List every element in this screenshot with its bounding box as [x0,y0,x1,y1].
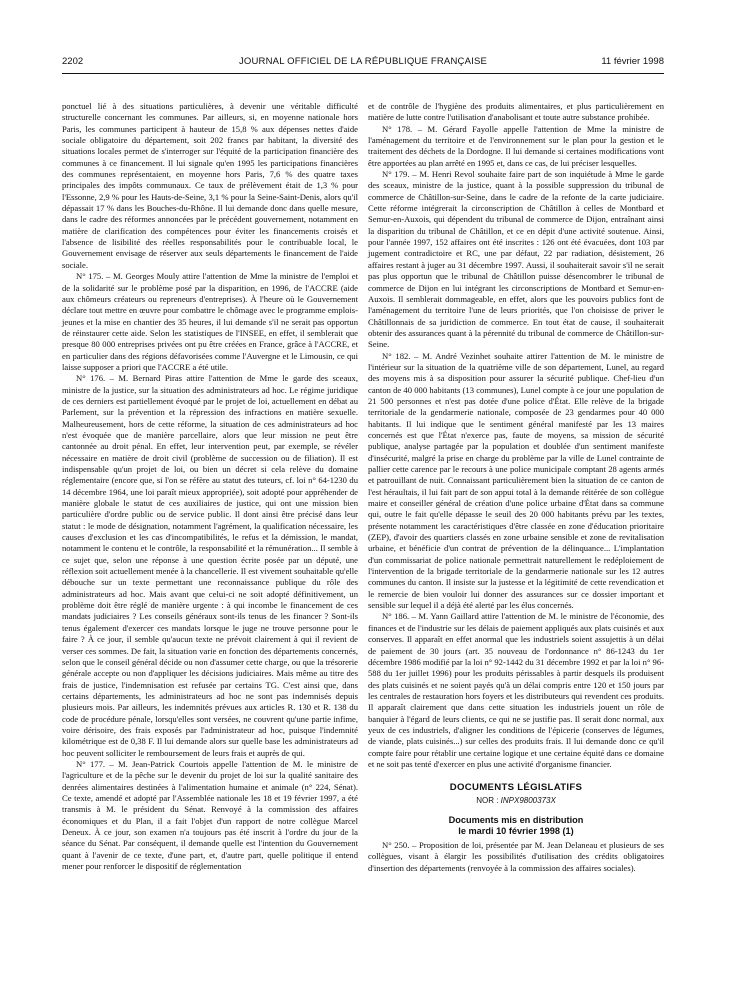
subtitle-line-1: Documents mis en distribution [448,814,584,825]
page-header [62,56,664,72]
paragraph-continued: ponctuel lié à des situations particulières, à devenir une véritable difficulté structurelle concernant les communes. Par ailleurs, si, en moyenne nationale hors Paris, les communes participent à hauteur de 15,8 % aux dépenses nettes d'aide sociale obligatoire du département, soit 202 francs par habitant, la diversité des situations locales permet de s'interroger sur l'équité de la participation financière des communes à ce financement. Il lui signale qu'en 1995 les participations financières des communes représentaient, en moyenne hors Paris, 7,6 % des quatre taxes principales des impôts communaux. Ce taux de prélèvement était de 1,3 % pour l'Essonne, 2,9 % pour les Hauts-de-Seine, 3,1 % pour la Seine-Saint-Denis, alors qu'il dépassait 17 % dans les Bouches-du-Rhône. Il lui demande donc dans quelle mesure, dans le cadre des réformes annoncées par le précédent gouvernement, notamment en matière de clarification des compétences pour éviter les financements croisés et l'absence de lisibilité des réelles responsabilités pour le contribuable local, le Gouvernement envisage de réserver aux seuls départements le financement de l'aide sociale. [62,101,358,270]
issue-date: 11 février 1998 [601,56,664,67]
document-250: N° 250. – Proposition de loi, présentée par M. Jean Delaneau et plusieurs de ses collègues, visant à élargir les possibilités d'utilisation des crédits obligatoires d'insertion des départements (renvoyée à la commission des affaires sociales). [368,839,664,873]
header-rule [62,73,664,74]
subtitle-line-2: le mardi 10 février 1998 (1) [458,825,574,836]
nor-label: NOR : [476,795,499,805]
question-178: N° 178. – M. Gérard Fayolle appelle l'attention de Mme la ministre de l'aménagement du territoire et de l'environnement sur le plan pour la gestion et le traitement des déchets de la Dordogne. Il lui demande si certaines modifications vont être apportées au plan arrêté en 1995 et, dans ce cas, de lui préciser lesquelles. [368,123,664,168]
question-182: N° 182. – M. André Vezinhet souhaite attirer l'attention de M. le ministre de l'intérieur sur la situation de la quatrième ville de son département, Lunel, au regard des moyens mis à sa disposition pour assurer la sécurité publique. Chef-lieu d'un canton de 40 000 habitants (13 communes), Lunel compte à ce jour une population de 21 500 personnes et n'est pas dotée d'une police d'État. Elle relève de la brigade territoriale de la gendarmerie nationale, composée de 23 gendarmes pour 40 000 habitants. Il lui indique que le sentiment général manifesté par les 13 maires concernés est que l'État n'exerce pas, faute de moyens, sa mission de sécurité publique, analyse partagée par la population et doublée d'un sentiment manifeste d'insécurité, malgré la prise en charge du problème par la ville de Lunel contrainte de pallier cette carence par le recours à une police municipale comptant 28 agents armés et patrouillant de nuit. Connaissant particulièrement bien la situation de ce canton de l'est héraultais, il lui fait part de son appui total à la demande réitérée de son collègue maire et conseiller général de création d'une police urbaine d'État dans sa commune qui, outre le fait qu'elle dépasse le seuil des 20 000 habitants prévu par les textes, présente notamment les caractéristiques d'être classée en zone d'éducation prioritaire (ZEP), d'avoir des quartiers classés en zone urbaine sensible et zone de revitalisation urbaine, et bénéficie d'un contrat de prévention de la délinquance... L'implantation d'un commissariat de police nationale permettrait naturellement le redéploiement de l'intervention de la brigade territoriale de la gendarmerie nationale sur les 12 autres communes du canton. Il insiste sur la justesse et la légitimité de cette revendication et le remercie de bien vouloir lui donner des assurances sur ce dossier important et sensible sur lequel il a déjà été alerté par les élus concernés. [368,350,664,611]
section-title: DOCUMENTS LÉGISLATIFS [449,782,583,794]
page-number: 2202 [62,56,84,67]
section-subtitle [368,815,664,837]
nor-code: INPX9800373X [500,795,556,805]
question-176: N° 176. – M. Bernard Piras attire l'attention de Mme le garde des sceaux, ministre de la justice, sur la situation des administrateurs ad hoc. Le régime juridique de ces derniers est partiellement évoqué par le projet de loi, actuellement en débat au Parlement, sur la prévention et la répression des infractions en matière sexuelle. Malheureusement, hors de cette réforme, la situation de ces administrateurs ad hoc n'est évoquée que de manière parcellaire, alors que leur mission ne peut être cantonnée au droit pénal. En effet, leur intervention peut, par exemple, se révéler nécessaire en matière de droit civil (problème de succession ou de filiation). Il est indispensable qu'un projet de loi, ou bien un décret si cela relève du domaine réglementaire (encore que, si l'on se réfère au statut des tuteurs, cf. loi n° 64-1230 du 14 décembre 1964, une loi paraît mieux appropriée), soit adopté pour appréhender de manière globale le statut de ces auxiliaires de justice, qui ont une mission bien particulière d'ordre public ou de service public. Il dont ainsi être précisé dans leur statut : le mode de désignation, notamment l'agrément, la qualification nécessaire, les causes d'exclusion et les cas d'incompatibilités, le refus et la démission, le mandat, notamment le contenu et le contrôle, la responsabilité et la rémunération... Il semble à ce sujet que, selon une réponse à une question écrite posée par un député, une réflexion soit actuellement menée à la chancellerie. Il est vivement souhaitable qu'elle débouche sur un texte permettant une reconnaissance publique du rôle des administrateurs ad hoc. Mais avant que celui-ci ne soit adopté définitivement, un problème doit être réglé de manière urgente : à qui incombe le financement de ces mandats judiciaires ? Les conseils généraux sont-ils tenus de les financer ? Sont-ils tenus également d'exercer ces mandats lorsque le juge ne trouve personne pour le faire ? À ce jour, il semble qu'aucun texte ne prévoit clairement à qui il revient de verser ces sommes. De fait, la situation varie en fonction des départements concernés, selon que le conseil général décide ou non d'assumer cette charge, ou que la trésorerie générale accepte ou non d'appliquer les décisions judiciaires. Mais même au titre des frais de justice, l'indemnisation est refusée par certains TG. C'est ainsi que, dans certains départements, les administrateurs ad hoc ne sont pas indemnisés depuis plusieurs mois. Par ailleurs, les indemnités prévues aux articles R. 130 et R. 138 du code de procédure pénale, lorsqu'elles sont versées, ne couvrent qu'une partie infime, voire dérisoire, des frais exposés par l'administrateur ad hoc, puisque l'indemnité kilométrique est de 0,38 F. Il lui demande alors sur quelle base les administrateurs ad hoc peuvent solliciter le remboursement de leurs frais et auprès de qui. [62,373,358,758]
right-column [368,101,664,874]
journal-title: JOURNAL OFFICIEL DE LA RÉPUBLIQUE FRANÇAISE [238,56,488,67]
left-column [62,101,358,872]
question-179: N° 179. – M. Henri Revol souhaite faire part de son inquiétude à Mme le garde des sceaux, ministre de la justice, quant à la possible suppression du tribunal de commerce de Châtillon-sur-Seine, dans le cadre de la refonte de la carte judiciaire. Cette réforme intégrerait la circonscription de Châtillon à celles de Montbard et Semur-en-Auxois, qui dépendent du tribunal de commerce de Dijon, entraînant ainsi la disparition du tribunal de Châtillon, et ce en dépit d'une activité soutenue. Ainsi, pour l'année 1997, 152 affaires ont été inscrites : 126 ont été évacuées, dont 103 par jugement contradictoire et RC, une par défaut, 22 par radiation, désistement, 26 affaires restant à juger au 31 décembre 1997. Aussi, il souhaiterait savoir s'il ne serait pas plus opportun que le tribunal de Châtillon puisse désencombrer le tribunal de commerce de Dijon en lui intégrant les circonscriptions de Montbard et Semur-en-Auxois. Il semblerait dommageable, en effet, alors que les pouvoirs publics font de l'aménagement du territoire l'une de leurs priorités, que l'on choisisse de priver le Châtillonnais de sa juridiction de commerce. En tout état de cause, il souhaiterait obtenir des assurances quant à la pérennité du tribunal de commerce de Châtillon-sur-Seine. [368,169,664,350]
paragraph-continued-right: et de contrôle de l'hygiène des produits alimentaires, et plus particulièrement en matière de lutte contre l'utilisation d'anabolisant et toute autre substance prohibée. [368,101,664,123]
question-186: N° 186. – M. Yann Gaillard attire l'attention de M. le ministre de l'économie, des finances et de l'industrie sur les délais de paiement appliqués aux plats cuisinés et aux conserves. Il apparaît en effet anormal que les industriels soient assujettis à un délai de paiement de 30 jours (art. 35 nouveau de l'ordonnance n° 86-1243 du 1er décembre 1986 modifié par la loi n° 92-1442 du 31 décembre 1992 et par la loi n° 96-588 du 1er juillet 1996) pour les produits périssables à partir desquels ils produisent des plats cuisinés et ne soient payés qu'à un délai compris entre 120 et 150 jours par les centrales de restauration hors foyers et les distributeurs qui revendent ces produits. Il apparaît clairement que dans cette situation les industriels jouent un rôle de banquier à l'égard de leurs clients, ce qui ne se justifie pas. Il serait donc normal, aux yeux de ces industriels, d'aligner les conditions de l'épicerie (conserves de légumes, de viande, plats cuisinés...) sur celles des produits frais. Il lui demande donc ce qu'il compte faire pour rétablir une certaine logique et une certaine équité dans ce domaine et ne soit pas tenté d'exercer en plus une activité d'organisme financier. [368,611,664,769]
question-177: N° 177. – M. Jean-Patrick Courtois appelle l'attention de M. le ministre de l'agriculture et de la pêche sur le devenir du projet de loi sur la qualité sanitaire des denrées alimentaires destinées à l'alimentation humaine et animale (n° 224, Sénat). Ce texte, amendé et adopté par l'Assemblée nationale les 18 et 19 février 1997, a été transmis à M. le président du Sénat. Renvoyé à la commission des affaires économiques et du Plan, il a fait l'objet d'un rapport de notre collègue Marcel Deneux. À ce jour, son examen n'a toujours pas été inscrit à l'ordre du jour de la séance du Sénat. Par conséquent, il demande quelle est l'intention du Gouvernement quant à l'avenir de ce texte, d'une part, et, d'autre part, quelle politique il entend mener pour renforcer le dispositif de réglementation [62,758,358,872]
question-175: N° 175. – M. Georges Mouly attire l'attention de Mme la ministre de l'emploi et de la solidarité sur le problème posé par la disparition, en 1996, de l'ACCRE (aide aux chômeurs créateurs ou repreneurs d'entreprises). À l'heure où le Gouvernement déclare tout mettre en œuvre pour combattre le chômage avec le programme emplois-jeunes et la mise en chantier des 35 heures, il lui demande s'il ne serait pas opportun de réinstaurer cette aide. Selon les statistiques de l'INSEE, en effet, il semblerait que presque 80 000 entreprises privées ont pu être créées en France, grâce à l'ACCRE, et en particulier dans des régions défavorisées comme l'Auvergne et le Limousin, ce qui laisse supposer a priori que l'ACCRE a été utile. [62,271,358,372]
nor-line [368,795,664,806]
